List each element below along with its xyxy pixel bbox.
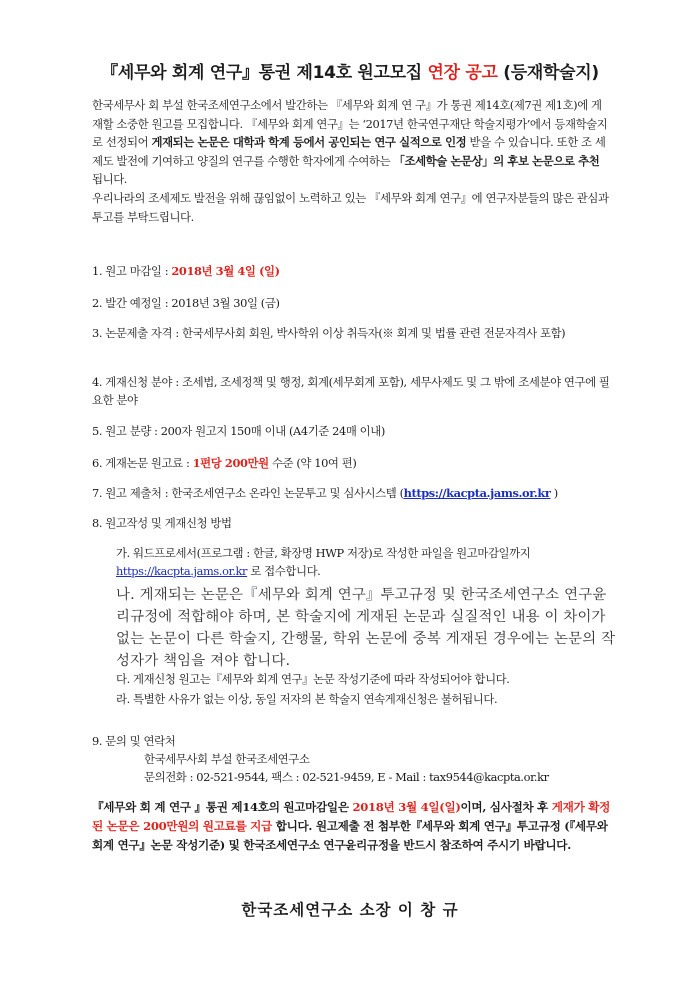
method-ra: 라. 특별한 사유가 없는 이상, 동일 저자의 본 학술지 연속게재신청은 불허됩니다. (116, 692, 498, 706)
method-da: 다. 게재신청 원고는『세무와 회계 연구』논문 작성기준에 따라 작성되어야 합니다. (116, 672, 510, 686)
method-ga-text: 가. 워드프로세서(프로그램 : 한글, 확장명 HWP 저장)로 작성한 파일을 원고마감일까지 (116, 546, 531, 560)
method-ga-end: 로 접수합니다. (247, 564, 321, 578)
footer-text-c: 이며, 심사절차 후 (460, 800, 552, 814)
footer-fee-highlight: 게재가 확정된 논문은 200만원의 원고료를 지급 (92, 800, 611, 833)
intro-bold-award: 「조세학술 논문상」의 후보 논문으로 추천 (393, 153, 600, 168)
intro-paragraph-1 (92, 96, 612, 189)
intro-text-e: 됩니다. (92, 172, 128, 187)
deadline-value: 2018년 3월 4일 (일) (171, 264, 280, 278)
item-eligibility: 3. 논문제출 자격 : 한국세무사회 회원, 박사학위 이상 취득자(※ 회계 및 법률 관련 전문자격사 포함) (92, 326, 566, 340)
method-ga (116, 544, 616, 580)
fee-rest: 수준 (약 10여 편) (268, 456, 357, 470)
title-highlight: 연장 공고 (427, 63, 498, 83)
item-fee (92, 454, 614, 472)
footer-text-a: 『세무와 회 계 연구 』통권 제14호의 원고마감일은 (92, 800, 353, 814)
item-deadline (92, 262, 614, 280)
title-part1: 『세무와 회계 연구』통권 제14호 원고모집 (101, 63, 428, 83)
submission-end: ) (550, 486, 558, 500)
intro-text-c: 받을 수 있습니다. 또한 조 세제도 발전에 기여하고 양질의 연구를 수행한 학자에게 수여하는 (92, 135, 606, 168)
page-title (0, 58, 700, 83)
footer-notice (92, 798, 614, 855)
submission-label: 7. 원고 제출처 : 한국조세연구소 온라인 논문투고 및 심사시스템 ( (92, 486, 404, 500)
submission-link[interactable]: https://kacpta.jams.or.kr (403, 486, 551, 500)
deadline-label: 1. 원고 마감일 : (92, 264, 172, 278)
contact-org: 한국세무사회 부설 한국조세연구소 (144, 752, 310, 766)
contact-info: 문의전화 : 02-521-9544, 팩스 : 02-521-9459, E - Mail : tax9544@kacpta.or.kr (144, 770, 549, 784)
item-method-heading: 8. 원고작성 및 게재신청 방법 (92, 516, 232, 530)
footer-deadline: 2018년 3월 4일(일) (352, 800, 461, 814)
method-na: 나. 게재되는 논문은『세무와 회계 연구』투고규정 및 한국조세연구소 연구윤리규정에 적합해야 하며, 본 학술지에 게재된 논문과 실질적인 내용 이 차이가 없는 논문이 다른 학술지, 간행물, 학위 논문에 중복 게재된 경우에는 논문의 작성자가 책임을 져야 합니다. (116, 587, 616, 669)
item-publish-date: 2. 발간 예정일 : 2018년 3월 30일 (금) (92, 296, 280, 310)
intro-text-a: 한국세무사 회 부설 한국조세연구소에서 발간하는 『세무와 회계 연 구』가 통권 제14호(제7권 제1호)에 게재할 소중한 원고를 모집합니다. 『세무와 회계 연구』는 ‘2017년 한국연구재단 학술지평가’에서 등재학술지 로 선정되어 (92, 98, 608, 150)
method-ga-link[interactable]: https://kacpta.jams.or.kr (116, 564, 248, 578)
title-part3: (등재학술지) (497, 63, 599, 83)
intro-paragraph-2: 우리나라의 조세제도 발전을 위해 끊임없이 노력하고 있는 『세무와 회계 연구』에 연구자분들의 많은 관심과 투고를 부탁드립니다. (92, 190, 609, 224)
item-contact-heading: 9. 문의 및 연락처 (92, 734, 176, 748)
intro-bold-recognition: 게재되는 논문은 대학과 학계 등에서 공인되는 연구 실적으로 인정 (151, 135, 467, 150)
item-length: 5. 원고 분량 : 200자 원고지 150매 이내 (A4기준 24매 이내) (92, 424, 385, 438)
fee-label: 6. 게재논문 원고료 : (92, 456, 193, 470)
item-submission (92, 484, 614, 502)
signature: 한국조세연구소 소장 이 창 규 (241, 900, 459, 919)
item-fields: 4. 게재신청 분야 : 조세법, 조세정책 및 행정, 회계(세무회계 포함), 세무사제도 및 그 밖에 조세분야 연구에 필요한 분야 (92, 375, 610, 407)
fee-value: 1편당 200만원 (192, 456, 269, 470)
intro-section (92, 96, 612, 226)
footer-text-e: 합니다. 원고제출 전 첨부한『세무와 회계 연구』투고규정 (『세무와 회계 연구』논문 작성기준) 및 한국조세연구소 연구윤리규정을 반드시 참조하여 주시기 바랍니다. (92, 819, 608, 852)
